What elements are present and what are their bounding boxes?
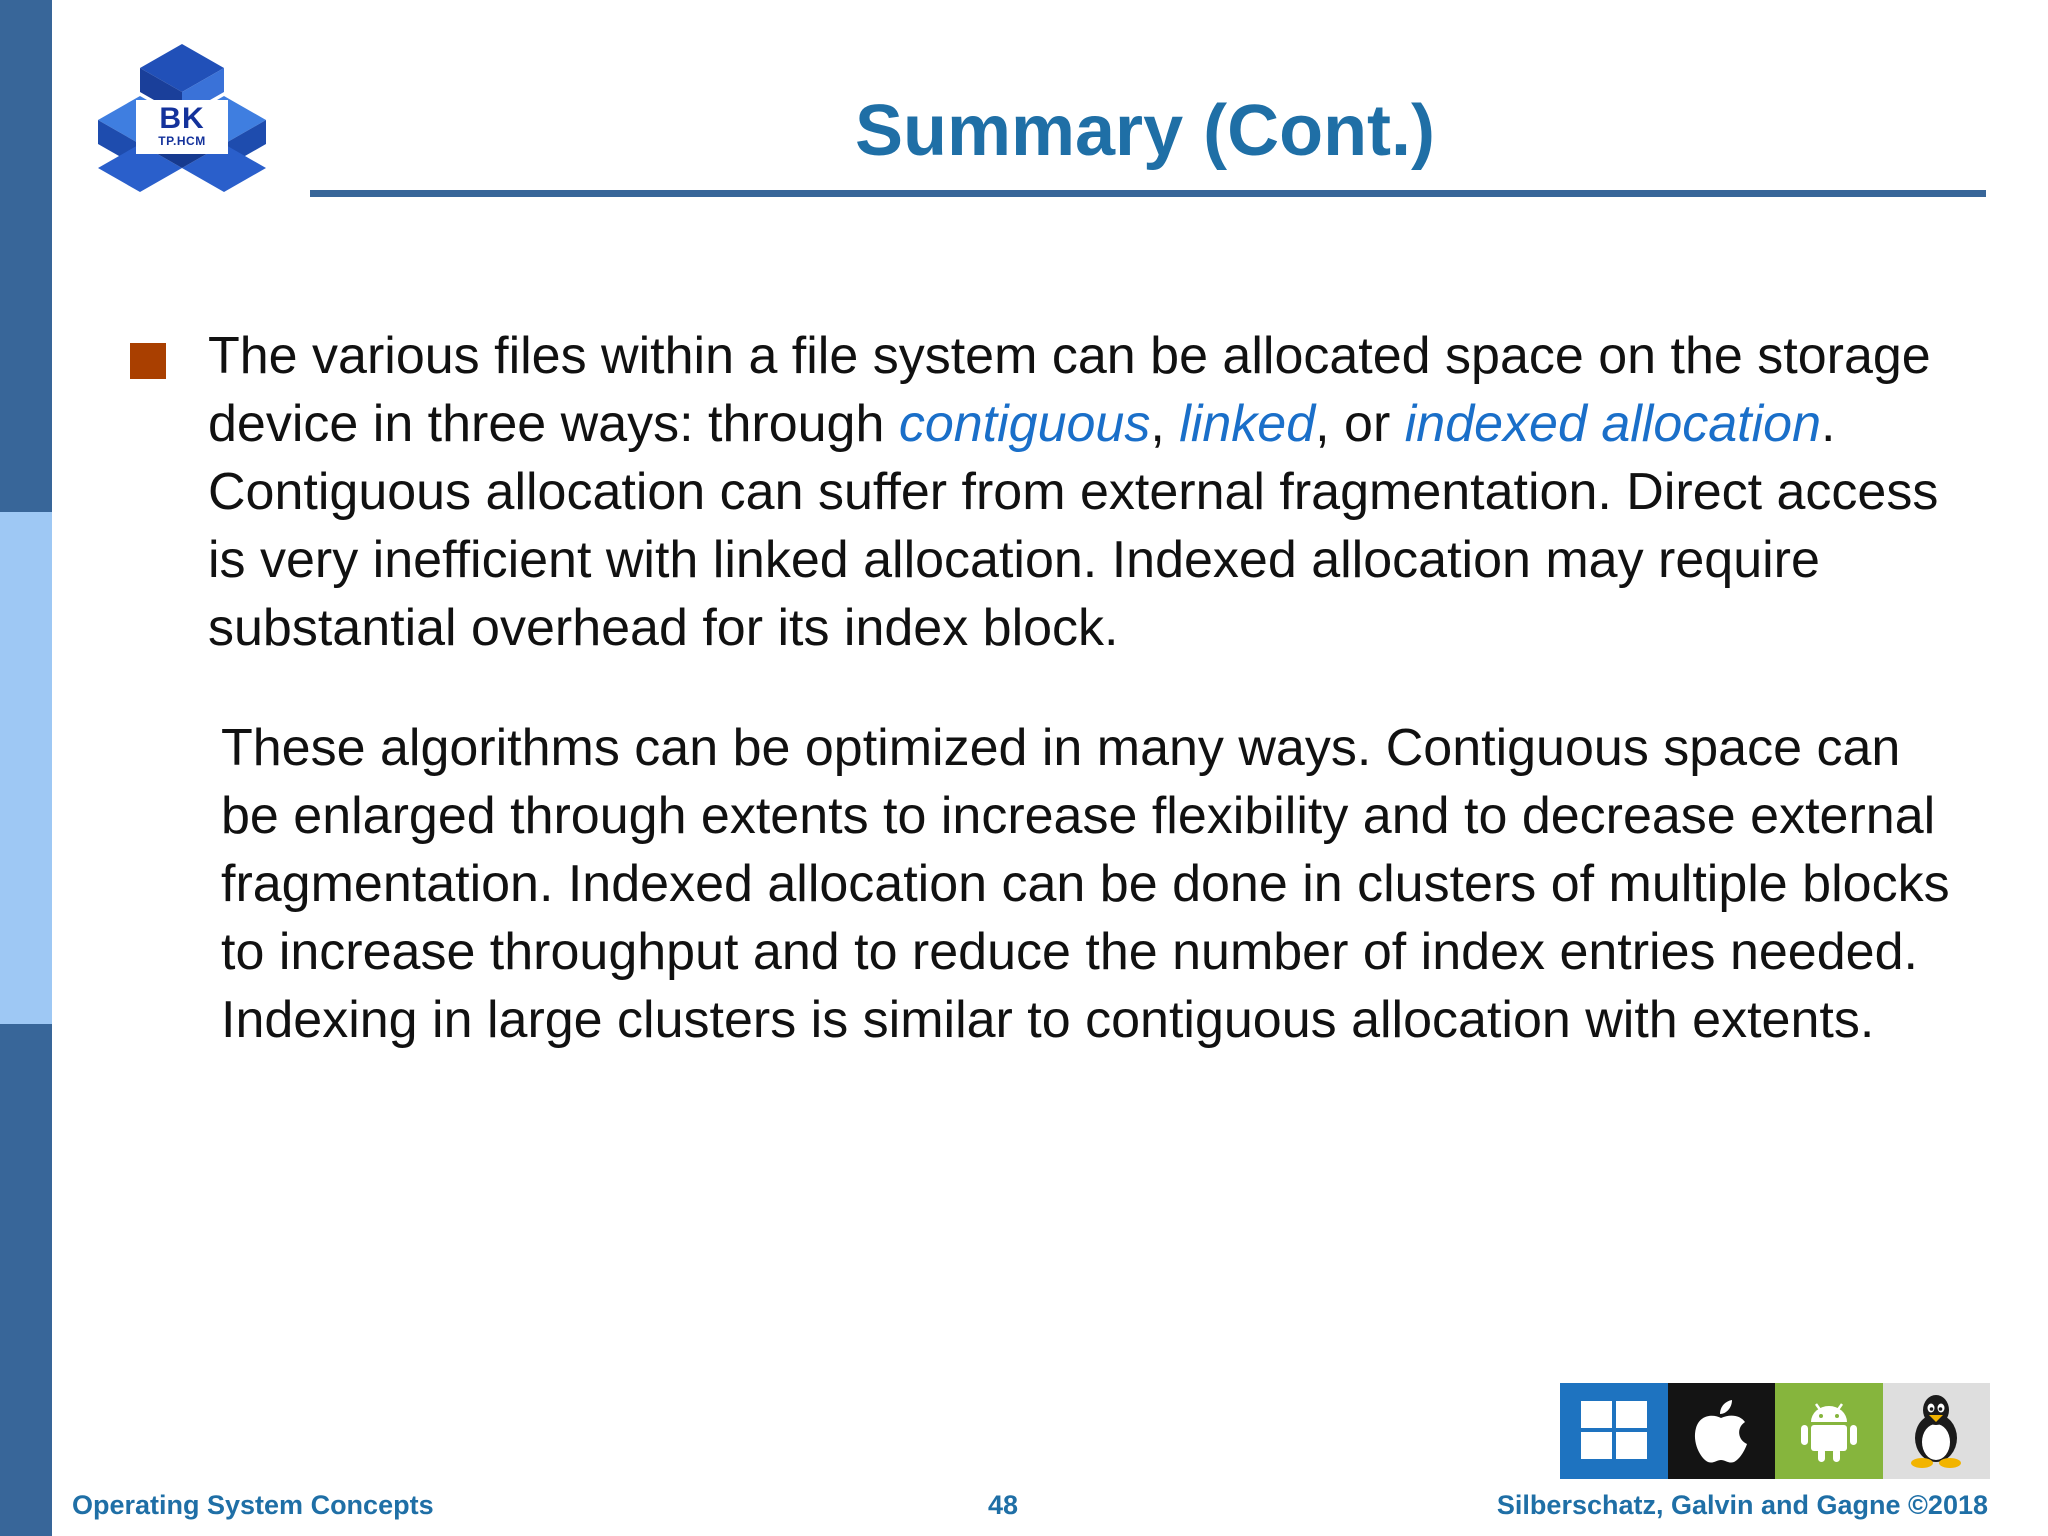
square-bullet-icon [130,343,166,379]
bullet-item [130,322,1960,662]
slide-title: Summary (Cont.) [854,91,1436,171]
windows-icon [1560,1383,1668,1479]
footer-page-number: 48 [988,1490,1019,1520]
term-indexed-allocation: indexed allocation [1404,395,1822,453]
android-icon [1775,1383,1883,1479]
bullet-text-before: The various files within a file system can be allocated space on the storage device in three ways: through [208,327,1931,453]
logo-subtext: TP.HCM [158,134,206,148]
paragraph-optimizations: These algorithms can be optimized in many ways. Contiguous space can be enlarged through extents to increase flexibility and to decrease external fragmentation. Indexed allocation can be done in clusters of multiple blocks to increase throughput and to reduce the number of index entries needed. Indexing in large clusters is similar to contiguous allocation with extents. [221,719,1950,1049]
term-contiguous: contiguous [898,395,1151,453]
footer-copyright: Silberschatz, Galvin and Gagne ©2018 [1496,1490,1988,1520]
left-accent-bar [0,0,52,1536]
term-linked: linked [1179,395,1316,453]
bk-logo [98,44,266,194]
footer-book-title: Operating System Concepts [72,1490,434,1520]
bullet-separator-2: , or [1315,395,1405,453]
title-underline [310,190,1986,197]
bullet-text-after: . Contiguous allocation can suffer from external fragmentation. Direct access is very inefficient with linked allocation. Indexed allocation may require substantial overhead for its index block. [208,395,1939,657]
slide-content [130,322,1960,1054]
bullet-separator-1: , [1150,395,1180,453]
logo-text: BK [159,102,205,135]
left-accent-bar-light-segment [0,512,52,1024]
os-logos-strip [1560,1383,1990,1479]
linux-tux-icon [1883,1383,1991,1479]
apple-icon [1668,1383,1776,1479]
